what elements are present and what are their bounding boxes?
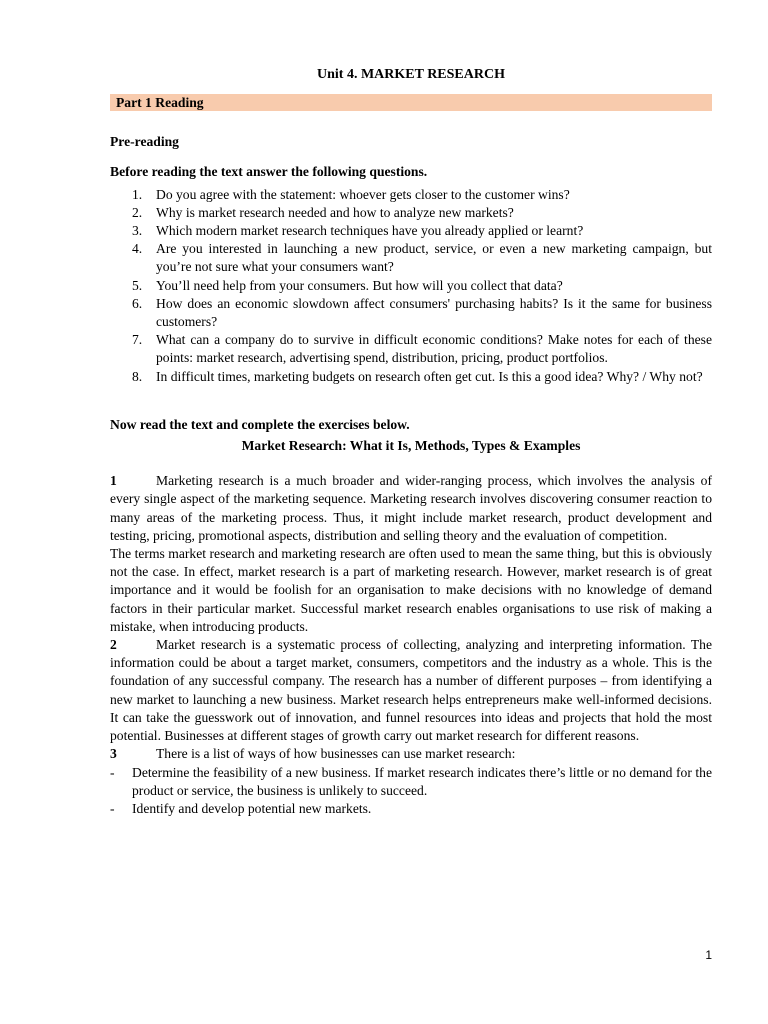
paragraph-1b: The terms market research and marketing research are often used to mean the same thing, but this is obviously not the case. In effect, market research is a part of marketing research. However, market research is of great importance and it would be foolish for an organisation to make decisions with no knowledge of demand factors in their particular market. Successful market research enables organisations to use risk of making a mistake, when introducing products. bbox=[110, 546, 712, 634]
question-item: 4. Are you interested in launching a new product, service, or even a new marketing campaign, but you’re not sure what your consumers want? bbox=[132, 241, 712, 275]
paragraph-number: 3 bbox=[110, 746, 117, 762]
unit-title: Unit 4. MARKET RESEARCH bbox=[317, 67, 505, 82]
instruction-text: Before reading the text answer the following questions. bbox=[110, 164, 428, 180]
question-item: 8. In difficult times, marketing budgets on research often get cut. Is this a good idea? Why? / Why not? bbox=[132, 368, 703, 384]
question-item: 5. You’ll need help from your consumers. But how will you collect that data? bbox=[132, 277, 563, 293]
paragraph-2: 2 Market research is a systematic process of collecting, analyzing and interpreting information. The information could be about a target market, consumers, competitors and the industry as a whole. This is the foundation of any successful company. The research has a number of different purposes – from identifying a new market to launching a new business. Market research helps entrepreneurs make well-informed decisions. It can take the guesswork out of innovation, and funnel resources into ideas and projects that hold the most potential. Businesses at different stages of growth carry out market research for different reasons. bbox=[110, 637, 712, 744]
paragraph-number: 1 bbox=[110, 473, 117, 489]
document-page bbox=[110, 66, 712, 818]
list-item: - Determine the feasibility of a new business. If market research indicates there’s little or no demand for the product or service, the business is unlikely to succeed. bbox=[110, 764, 712, 798]
usage-list bbox=[110, 764, 712, 819]
article-title: Market Research: What it Is, Methods, Types & Examples bbox=[241, 438, 581, 454]
paragraph-3: 3 There is a list of ways of how businesses can use market research: bbox=[110, 745, 712, 763]
reading-instruction: Now read the text and complete the exercises below. bbox=[110, 416, 410, 432]
question-item: 2. Why is market research needed and how to analyze new markets? bbox=[132, 204, 514, 220]
question-item: 3. Which modern market research techniques have you already applied or learnt? bbox=[132, 223, 584, 239]
paragraph-1: 1 Marketing research is a much broader and wider-ranging process, which involves the analysis of every single aspect of the marketing sequence. Marketing research involves discovering consumer reaction to many areas of the marketing process. Thus, it might include market research, product development and testing, pricing, promotional aspects, distribution and selling theory and the evaluation of competition. bbox=[110, 473, 712, 543]
page-number: 1 bbox=[705, 948, 712, 962]
question-item: 1. Do you agree with the statement: whoever gets closer to the customer wins? bbox=[132, 186, 570, 202]
question-item: 6. How does an economic slowdown affect consumers' purchasing habits? Is it the same for business customers? bbox=[132, 295, 712, 330]
question-item: 7. What can a company do to survive in difficult economic conditions? Make notes for each of these points: market research, advertising spend, distribution, pricing, product portfolios. bbox=[132, 332, 712, 366]
part-heading-bar: Part 1 Reading bbox=[110, 94, 712, 111]
question-list bbox=[110, 186, 712, 386]
list-item: - Identify and develop potential new markets. bbox=[110, 800, 372, 816]
pre-reading-heading: Pre-reading bbox=[110, 134, 179, 150]
paragraph-number: 2 bbox=[110, 637, 117, 653]
